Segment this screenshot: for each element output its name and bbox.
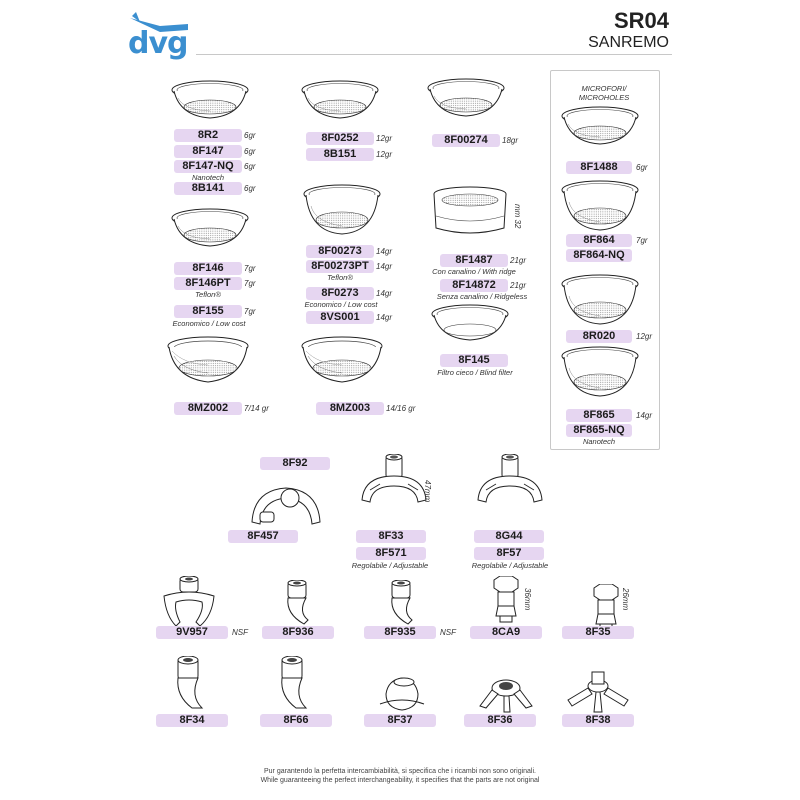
- part-code[interactable]: 8B151: [306, 148, 374, 161]
- spout-8f935-image: [378, 580, 424, 628]
- part-code[interactable]: 8F38: [562, 714, 634, 727]
- part-code[interactable]: 8F457: [228, 530, 298, 543]
- spout-8f36-image: [476, 668, 536, 714]
- weight: 6gr: [636, 163, 648, 172]
- spout-8f34-image: [164, 656, 214, 712]
- weight: 7gr: [636, 236, 648, 245]
- footer-disclaimer-en: While guaranteeing the perfect interchangeability, it specifies that the parts are not original: [260, 777, 540, 784]
- basket-8f865-image: [560, 346, 642, 398]
- basket-8mz003-image: [300, 336, 386, 386]
- note: Teflon®: [195, 290, 221, 299]
- microholes-title-line1: MICROFORI/: [581, 84, 627, 93]
- weight: 12gr: [376, 134, 393, 143]
- basket-8r2-image: [170, 80, 252, 122]
- part-code[interactable]: 8F147: [174, 145, 242, 158]
- weight: 14gr: [636, 411, 653, 420]
- part-code[interactable]: 8F00274: [432, 134, 500, 147]
- weight: 6gr: [244, 131, 256, 140]
- dimension: mm 32: [513, 204, 522, 229]
- basket-8f146-image: [170, 208, 252, 250]
- weight: 7gr: [244, 279, 256, 288]
- note: Economico / Low cost: [304, 300, 378, 309]
- note: Nanotech: [191, 173, 225, 182]
- part-code[interactable]: 8F14872: [440, 279, 508, 292]
- header-divider: [196, 54, 672, 55]
- note: Regolabile / Adjustable: [471, 561, 549, 570]
- weight: 12gr: [376, 150, 393, 159]
- part-code[interactable]: 8F864-NQ: [566, 249, 632, 262]
- part-code[interactable]: 8F864: [566, 234, 632, 247]
- part-code[interactable]: 8F145: [440, 354, 508, 367]
- part-code[interactable]: 8G44: [474, 530, 544, 543]
- basket-8mz002-image: [166, 336, 252, 386]
- part-code[interactable]: 8F1487: [440, 254, 508, 267]
- weight: 7gr: [244, 264, 256, 273]
- note: Senza canalino / Ridgeless: [436, 292, 528, 301]
- spout-8f38-image: [566, 664, 630, 714]
- weight: 21gr: [510, 256, 527, 265]
- part-code[interactable]: 8F92: [260, 457, 330, 470]
- part-code[interactable]: 8F865: [566, 409, 632, 422]
- basket-8r020-image: [560, 274, 642, 326]
- part-code[interactable]: 8MZ002: [174, 402, 242, 415]
- weight: 14gr: [376, 262, 393, 271]
- note: Regolabile / Adjustable: [351, 561, 429, 570]
- basket-8f00274-image: [426, 78, 508, 120]
- part-code[interactable]: 8F0273: [306, 287, 374, 300]
- part-code[interactable]: 8F0252: [306, 132, 374, 145]
- spout-8f936-image: [274, 580, 320, 628]
- part-code[interactable]: 8F155: [174, 305, 242, 318]
- part-code[interactable]: 8F66: [260, 714, 332, 727]
- weight: 14gr: [376, 289, 393, 298]
- weight: 7gr: [244, 307, 256, 316]
- part-code[interactable]: 8B141: [174, 182, 242, 195]
- weight: 18gr: [502, 136, 519, 145]
- weight: 6gr: [244, 162, 256, 171]
- part-code[interactable]: 8F571: [356, 547, 426, 560]
- spout-9v957-image: [160, 576, 220, 628]
- spout-8ca9-image: [484, 576, 528, 624]
- note: Economico / Low cost: [172, 319, 246, 328]
- dimension: 47mm: [423, 480, 432, 503]
- part-code[interactable]: 8R2: [174, 129, 242, 142]
- part-code[interactable]: 8F865-NQ: [566, 424, 632, 437]
- part-code[interactable]: 8F146: [174, 262, 242, 275]
- footer-disclaimer-it: Pur garantendo la perfetta intercambiabilità, si specifica che i ricambi non sono originali.: [264, 768, 536, 775]
- basket-8f145-image: [430, 304, 512, 344]
- part-code[interactable]: 8F00273PT: [306, 260, 374, 273]
- note: Teflon®: [327, 273, 353, 282]
- note: Con canalino / With ridge: [432, 267, 516, 276]
- spout-8f37-image: [376, 674, 428, 714]
- part-code[interactable]: 8F35: [562, 626, 634, 639]
- part-code[interactable]: 8F146PT: [174, 277, 242, 290]
- part-code[interactable]: 8F37: [364, 714, 436, 727]
- dimension: 26mm: [621, 588, 630, 611]
- part-code[interactable]: 9V957: [156, 626, 228, 639]
- basket-8f1488-image: [560, 106, 642, 148]
- part-code[interactable]: 8CA9: [470, 626, 542, 639]
- microholes-title-line2: MICROHOLES: [578, 93, 630, 102]
- part-code[interactable]: 8F57: [474, 547, 544, 560]
- note: Filtro cieco / Blind filter: [437, 368, 513, 377]
- basket-8f1487-image: [430, 186, 510, 240]
- basket-8f0252-image: [300, 80, 382, 122]
- basket-8f00273-image: [302, 184, 384, 236]
- part-code[interactable]: 8F36: [464, 714, 536, 727]
- part-code[interactable]: 8F935: [364, 626, 436, 639]
- weight: 14gr: [376, 247, 393, 256]
- weight: 12gr: [636, 332, 653, 341]
- weight: 14gr: [376, 313, 393, 322]
- part-code[interactable]: 8R020: [566, 330, 632, 343]
- part-code[interactable]: 8F1488: [566, 161, 632, 174]
- logo: [126, 8, 196, 60]
- spout-suffix: NSF: [232, 628, 248, 637]
- brand-subtitle: SANREMO: [588, 34, 669, 51]
- part-code[interactable]: 8F33: [356, 530, 426, 543]
- part-code[interactable]: 8F936: [262, 626, 334, 639]
- weight: 6gr: [244, 147, 256, 156]
- weight: 21gr: [510, 281, 527, 290]
- holder-8g44-image: [472, 454, 550, 510]
- part-code[interactable]: 8F34: [156, 714, 228, 727]
- part-code[interactable]: 8F00273: [306, 245, 374, 258]
- part-code[interactable]: 8MZ003: [316, 402, 384, 415]
- dimension: 36mm: [523, 588, 532, 611]
- note: Nanotech: [582, 437, 616, 446]
- holder-8f457-image: [246, 472, 330, 528]
- spout-suffix: NSF: [440, 628, 456, 637]
- logo-text: dvg: [128, 26, 188, 61]
- part-code[interactable]: 8F147-NQ: [174, 160, 242, 173]
- basket-8f864-image: [560, 180, 642, 232]
- model-title: SR04: [613, 8, 669, 33]
- spout-8f66-image: [268, 656, 318, 712]
- weight: 14/16 gr: [386, 404, 416, 413]
- weight: 6gr: [244, 184, 256, 193]
- part-code[interactable]: 8VS001: [306, 311, 374, 324]
- weight: 7/14 gr: [244, 404, 269, 413]
